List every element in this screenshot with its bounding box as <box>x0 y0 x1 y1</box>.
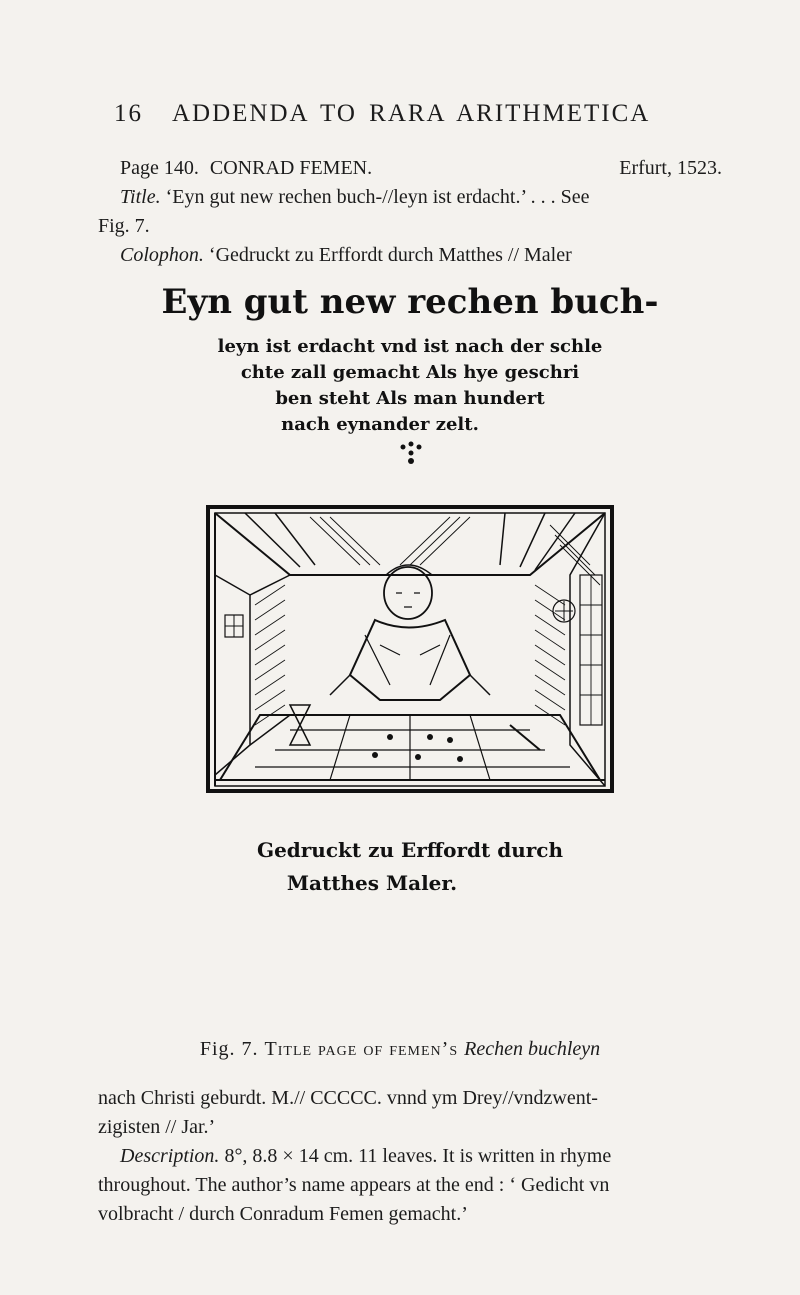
title-text: ‘Eyn gut new rechen buch-//leyn ist erdacht.’ . . . See <box>165 186 590 208</box>
title-label: Title. <box>120 186 161 208</box>
figure-caption-text: Title page of femen’s <box>264 1038 459 1060</box>
woodcut-heading-3: chte zall gemacht Als hye geschri <box>240 362 580 383</box>
title-line <box>120 186 590 209</box>
figure-label: Fig. 7. <box>199 1038 259 1060</box>
fleuron-ornament <box>401 442 422 465</box>
description-label: Description. <box>120 1145 220 1167</box>
description-cont-1: throughout. The author’s name appears at the end : ‘ Gedicht vn <box>98 1174 610 1196</box>
colophon-cont-2: zigisten // Jar.’ <box>98 1116 216 1138</box>
woodcut-illustration <box>208 507 612 791</box>
figure-caption-title: Rechen buchleyn <box>464 1038 601 1060</box>
description-cont-2: volbracht / durch Conradum Femen gemacht.’ <box>98 1203 468 1225</box>
woodcut-heading-1: Eyn gut new rechen buch- <box>161 282 659 322</box>
entry-author: CONRAD FEMEN. <box>209 157 373 179</box>
figure-caption <box>0 1038 800 1061</box>
page-number: 16 <box>114 100 143 127</box>
woodcut-heading-2: leyn ist erdacht vnd ist nach der schle <box>217 336 603 357</box>
colophon-cont-1: nach Christi geburdt. M.// CCCCC. vnnd ym Drey//vndzwent- <box>98 1087 598 1109</box>
entry-page-ref: Page 140. <box>120 157 199 179</box>
woodcut-title-page <box>150 275 670 1025</box>
running-head <box>100 100 710 140</box>
description-text: 8°, 8.8 × 14 cm. 11 leaves. It is written in rhyme <box>224 1145 612 1167</box>
entry-line <box>120 157 372 180</box>
woodcut-heading-4: ben steht Als man hundert <box>275 388 545 409</box>
running-title: ADDENDA TO RARA ARITHMETICA <box>172 100 651 127</box>
title-cont: Fig. 7. <box>98 215 150 237</box>
description-line <box>120 1145 611 1168</box>
woodcut-imprint-1: Gedruckt zu Erffordt durch <box>256 838 564 862</box>
colophon-line <box>120 244 572 267</box>
colophon-label: Colophon. <box>120 244 204 266</box>
colophon-text: ‘Gedruckt zu Erffordt durch Matthes // Maler <box>208 244 572 266</box>
woodcut-heading-5: nach eynander zelt. <box>281 414 479 435</box>
woodcut-imprint-2: Matthes Maler. <box>286 871 458 895</box>
entry-place-date: Erfurt, 1523. <box>619 157 722 179</box>
